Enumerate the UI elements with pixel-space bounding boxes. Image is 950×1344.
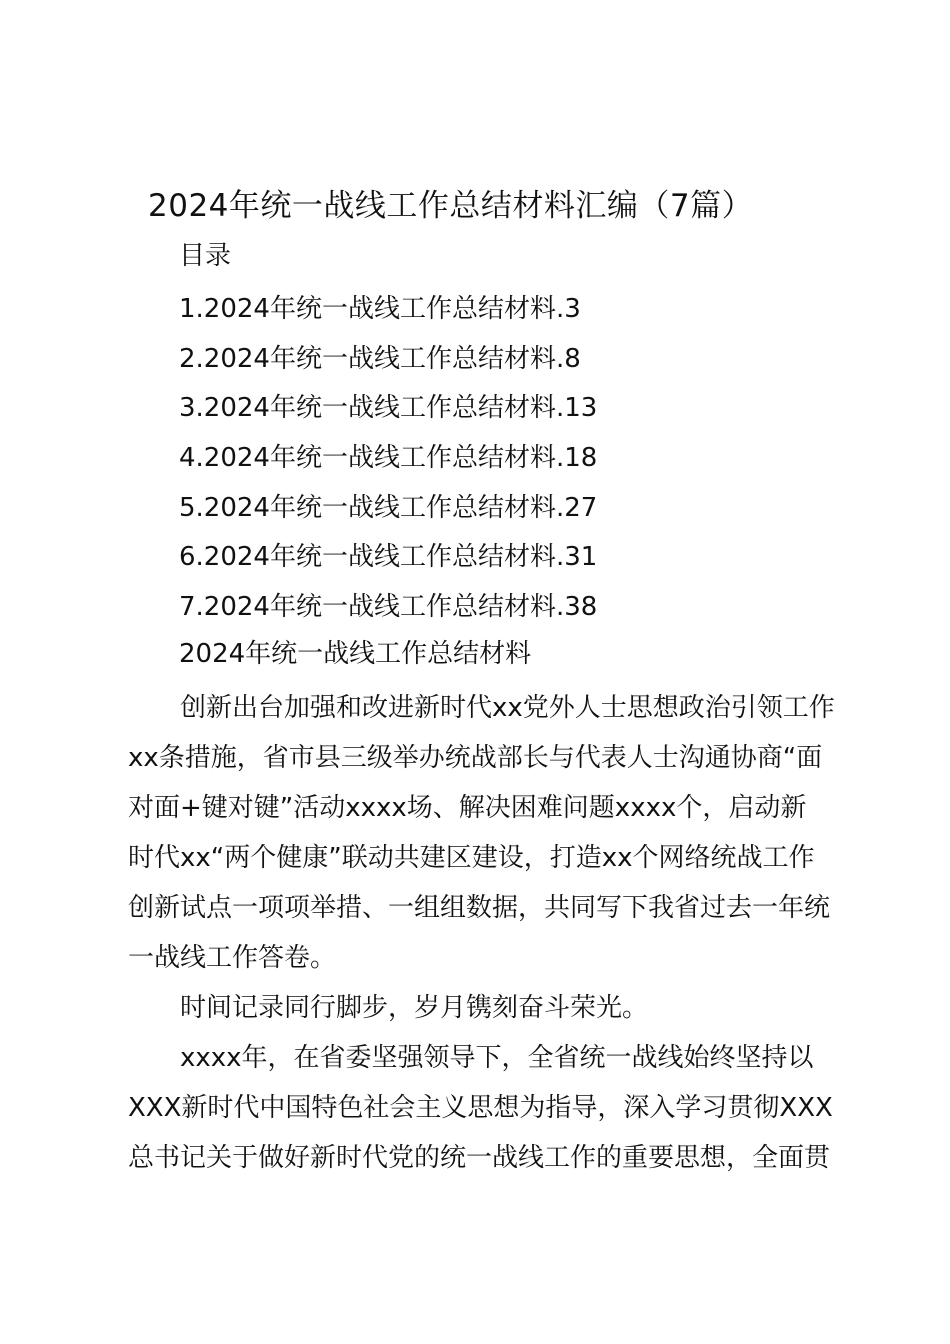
paragraph-line: 总书记关于做好新时代党的统一战线工作的重要思想，全面贯 (128, 1143, 831, 1173)
toc-item-2[interactable]: 2.2024年统一战线工作总结材料.8 (179, 343, 581, 374)
paragraph-line: 时代xx“两个健康”联动共建区建设，打造xx个网络统战工作 (128, 843, 815, 873)
paragraph-line: 创新试点一项项举措、一组组数据，共同写下我省过去一年统 (128, 893, 831, 923)
paragraph-line: 时间记录同行脚步，岁月镌刻奋斗荣光。 (180, 993, 649, 1023)
paragraph-line: 一战线工作答卷。 (128, 943, 337, 973)
table-of-contents (179, 285, 597, 633)
toc-item-1[interactable]: 1.2024年统一战线工作总结材料.3 (179, 294, 581, 324)
toc-item-6[interactable]: 6.2024年统一战线工作总结材料.31 (179, 542, 598, 573)
body-text (128, 683, 835, 1183)
paragraph-2 (128, 983, 832, 1033)
paragraph-line: xx条措施，省市县三级举办统战部长与代表人士沟通协商“面 (128, 743, 823, 773)
paragraph-1 (128, 683, 835, 983)
paragraph-line: XXX新时代中国特色社会主义思想为指导，深入学习贯彻XXX (128, 1093, 833, 1123)
toc-item-7[interactable]: 7.2024年统一战线工作总结材料.38 (179, 592, 598, 623)
toc-item-5[interactable]: 5.2024年统一战线工作总结材料.27 (179, 492, 598, 523)
toc-item-3[interactable]: 3.2024年统一战线工作总结材料.13 (179, 393, 598, 424)
document-title: 2024年统一战线工作总结材料汇编（7篇） (148, 188, 754, 224)
toc-heading: 目录 (179, 241, 232, 271)
paragraph-line: 创新出台加强和改进新时代xx党外人士思想政治引领工作 (180, 693, 835, 723)
paragraph-line: 对面+键对键”活动xxxx场、解决困难问题xxxx个，启动新 (128, 793, 807, 823)
section-heading: 2024年统一战线工作总结材料 (179, 639, 532, 669)
paragraph-3 (128, 1033, 832, 1183)
toc-item-4[interactable]: 4.2024年统一战线工作总结材料.18 (179, 443, 598, 474)
paragraph-line: xxxx年，在省委坚强领导下，全省统一战线始终坚持以 (180, 1043, 814, 1073)
